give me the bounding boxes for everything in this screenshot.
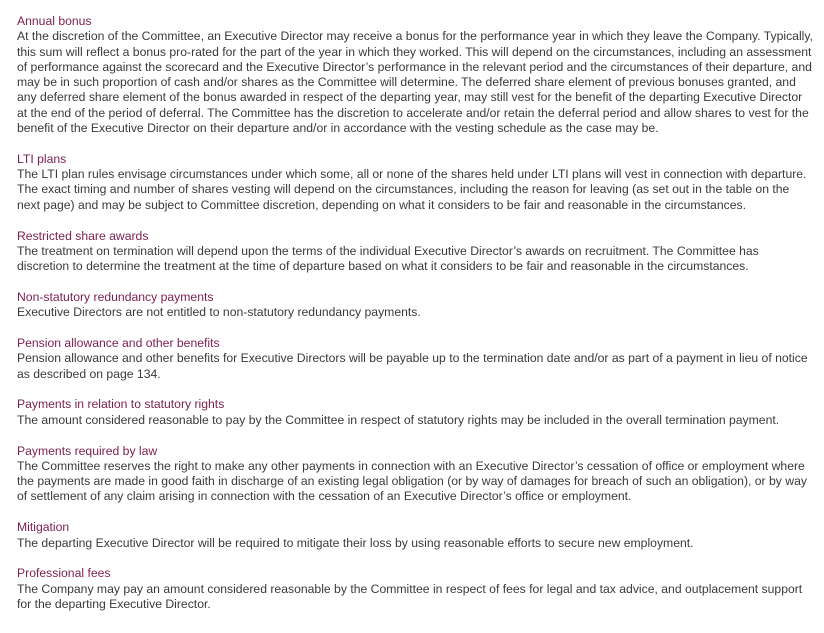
section-body: Executive Directors are not entitled to non-statutory redundancy payments. xyxy=(17,305,421,320)
section-statutory-rights xyxy=(17,397,814,428)
section-heading: Payments required by law xyxy=(17,443,158,458)
section-pension-allowance xyxy=(17,336,814,382)
section-non-statutory-redundancy xyxy=(17,290,814,321)
section-lti-plans xyxy=(17,152,814,213)
section-restricted-share-awards xyxy=(17,229,814,275)
section-body: At the discretion of the Committee, an Executive Director may receive a bonus for the performance year in which they leave the Company. Typically, this sum will reflect a bonus pro-rated for the part of the year in which they worked. This will depend on the circumstances, including an assessment of performance against the scorecard and the Executive Director’s performance in the relevant period and the circumstances of their departure, and may be in such proportion of cash and/or shares as the Committee will determine. The deferred share element of previous bonuses granted, and any deferred share element of the bonus awarded in respect of the departing year, may still vest for the benefit of the departing Executive Director at the end of the period of deferral. The Committee has the discretion to accelerate and/or retain the deferral period and allow shares to vest for the benefit of the Executive Director on their departure and/or in accordance with the vesting schedule as the case may be. xyxy=(17,29,813,136)
section-heading: Restricted share awards xyxy=(17,228,149,243)
section-body: The treatment on termination will depend upon the terms of the individual Executive Director’s awards on recruitment. The Committee has discretion to determine the treatment at the time of departure based on what it considers to be fair and reasonable in the circumstances. xyxy=(17,243,759,274)
section-professional-fees xyxy=(17,566,814,612)
section-body: The amount considered reasonable to pay by the Committee in respect of statutory rights may be included in the overall termination payment. xyxy=(17,412,780,427)
section-body: The LTI plan rules envisage circumstances under which some, all or none of the shares held under LTI plans will vest in connection with departure. The exact timing and number of shares vesting will depend on the circumstances, including the reason for leaving (as set out in the table on the next page) and may be subject to Committee discretion, depending on what it considers to be fair and reasonable in the circumstances. xyxy=(17,167,807,212)
section-body: The Committee reserves the right to make any other payments in connection with an Executive Director’s cessation of office or employment where the payments are made in good faith in discharge of an existing legal obligation (or by way of damages for breach of such an obligation), or by way of settlement of any claim arising in connection with the cessation of an Executive Director’s office or employment. xyxy=(17,458,807,504)
section-mitigation xyxy=(17,520,814,551)
section-heading: Non-statutory redundancy payments xyxy=(17,289,214,304)
section-heading: Pension allowance and other benefits xyxy=(17,336,220,351)
section-payments-required-by-law xyxy=(17,444,814,505)
section-body: The departing Executive Director will be required to mitigate their loss by using reasonable efforts to secure new employment. xyxy=(17,535,694,550)
section-heading: Payments in relation to statutory rights xyxy=(17,397,225,412)
section-heading: Professional fees xyxy=(17,566,111,581)
section-body: The Company may pay an amount considered reasonable by the Committee in respect of fees for legal and tax advice, and outplacement support for the departing Executive Director. xyxy=(17,581,803,611)
section-heading: Annual bonus xyxy=(17,14,92,28)
section-annual-bonus xyxy=(17,14,814,136)
section-body: Pension allowance and other benefits for Executive Directors will be payable up to the termination date and/or as part of a payment in lieu of notice as described on page 134. xyxy=(17,351,808,381)
section-heading: Mitigation xyxy=(17,520,70,535)
section-heading: LTI plans xyxy=(17,151,67,166)
